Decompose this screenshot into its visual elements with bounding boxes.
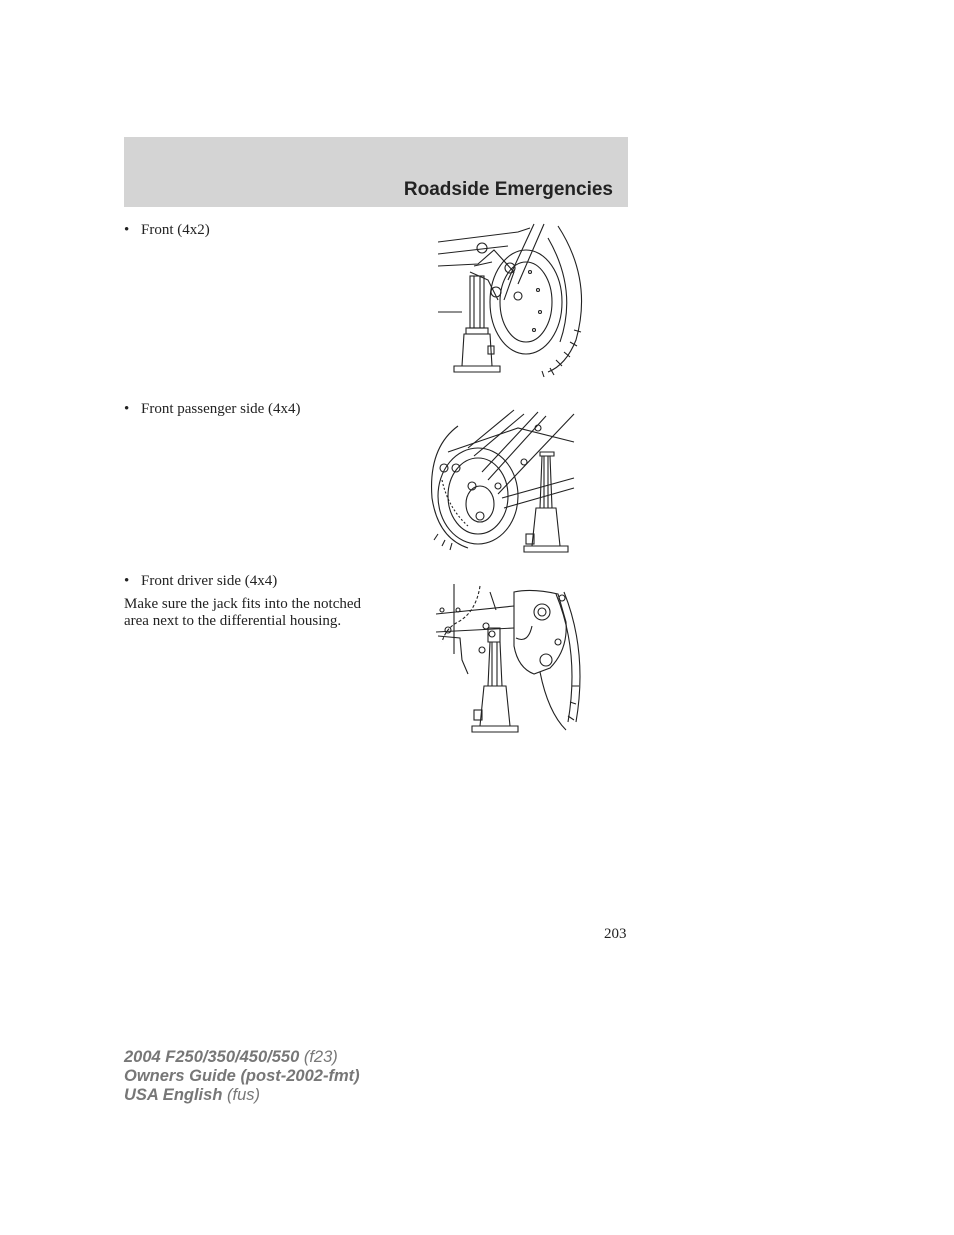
page-number: 203 bbox=[604, 926, 627, 942]
figure-front-driver-4x4-jack bbox=[436, 582, 586, 738]
figure-front-4x2-jack bbox=[438, 220, 588, 378]
jack-fit-note: Make sure the jack fits into the notched area next to the differential housing. bbox=[124, 596, 362, 629]
bullet-label: Front driver side (4x4) bbox=[141, 573, 278, 589]
bullet-front-passenger-4x4: • Front passenger side (4x4) bbox=[124, 401, 301, 417]
footer-line-model: 2004 F250/350/450/550 (f23) bbox=[124, 1048, 338, 1066]
bullet-label: Front (4x2) bbox=[141, 222, 210, 238]
footer-line-language: USA English (fus) bbox=[124, 1086, 260, 1104]
figure-front-passenger-4x4-jack bbox=[428, 408, 580, 558]
section-header bbox=[124, 137, 628, 207]
bullet-front-4x2: • Front (4x2) bbox=[124, 222, 210, 238]
footer-line-guide: Owners Guide (post-2002-fmt) bbox=[124, 1067, 360, 1085]
bullet-label: Front passenger side (4x4) bbox=[141, 401, 301, 417]
bullet-front-driver-4x4: • Front driver side (4x4) bbox=[124, 573, 278, 589]
section-title: Roadside Emergencies bbox=[403, 179, 613, 200]
document-footer bbox=[124, 1048, 360, 1105]
